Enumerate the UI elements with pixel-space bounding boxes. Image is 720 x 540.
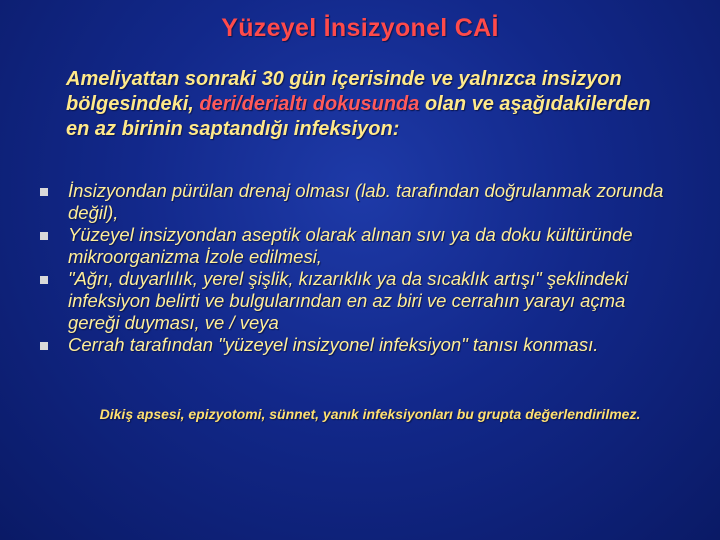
intro-paragraph [66, 67, 666, 142]
square-bullet-icon [40, 188, 48, 196]
slide-title: Yüzeyel İnsizyonel CAİ [221, 14, 499, 42]
criteria-list [40, 180, 670, 356]
square-bullet-icon [40, 342, 48, 350]
intro-text-part2: olan ve aşağıdakilerden en az birinin saptandığı infeksiyon: [66, 93, 651, 140]
list-item-text: Cerrah tarafından "yüzeyel insizyonel infeksiyon" tanısı konması. [68, 334, 599, 355]
intro-text-part1: Ameliyattan sonraki 30 gün içerisinde ve yalnızca insizyon bölgesindeki, [66, 68, 622, 115]
list-item [40, 334, 670, 356]
intro-highlight: deri/derialtı dokusunda [199, 93, 420, 115]
list-item [40, 224, 670, 268]
list-item-text: İnsizyondan pürülan drenaj olması (lab. tarafından doğrulanmak zorunda değil), [68, 180, 664, 223]
list-item [40, 268, 670, 334]
square-bullet-icon [40, 232, 48, 240]
footnote: Dikiş apsesi, epizyotomi, sünnet, yanık infeksiyonları bu grupta değerlendirilmez. [99, 406, 641, 422]
list-item [40, 180, 670, 224]
list-item-text: "Ağrı, duyarlılık, yerel şişlik, kızarıklık ya da sıcaklık artışı" şeklindeki infeksiyon belirti ve bulgularından en az biri ve cerrahın yarayı açma gereği duyması, ve / veya [68, 268, 629, 333]
square-bullet-icon [40, 276, 48, 284]
list-item-text: Yüzeyel insizyondan aseptik olarak alınan sıvı ya da doku kültüründe mikroorganizma İzole edilmesi, [68, 224, 633, 267]
